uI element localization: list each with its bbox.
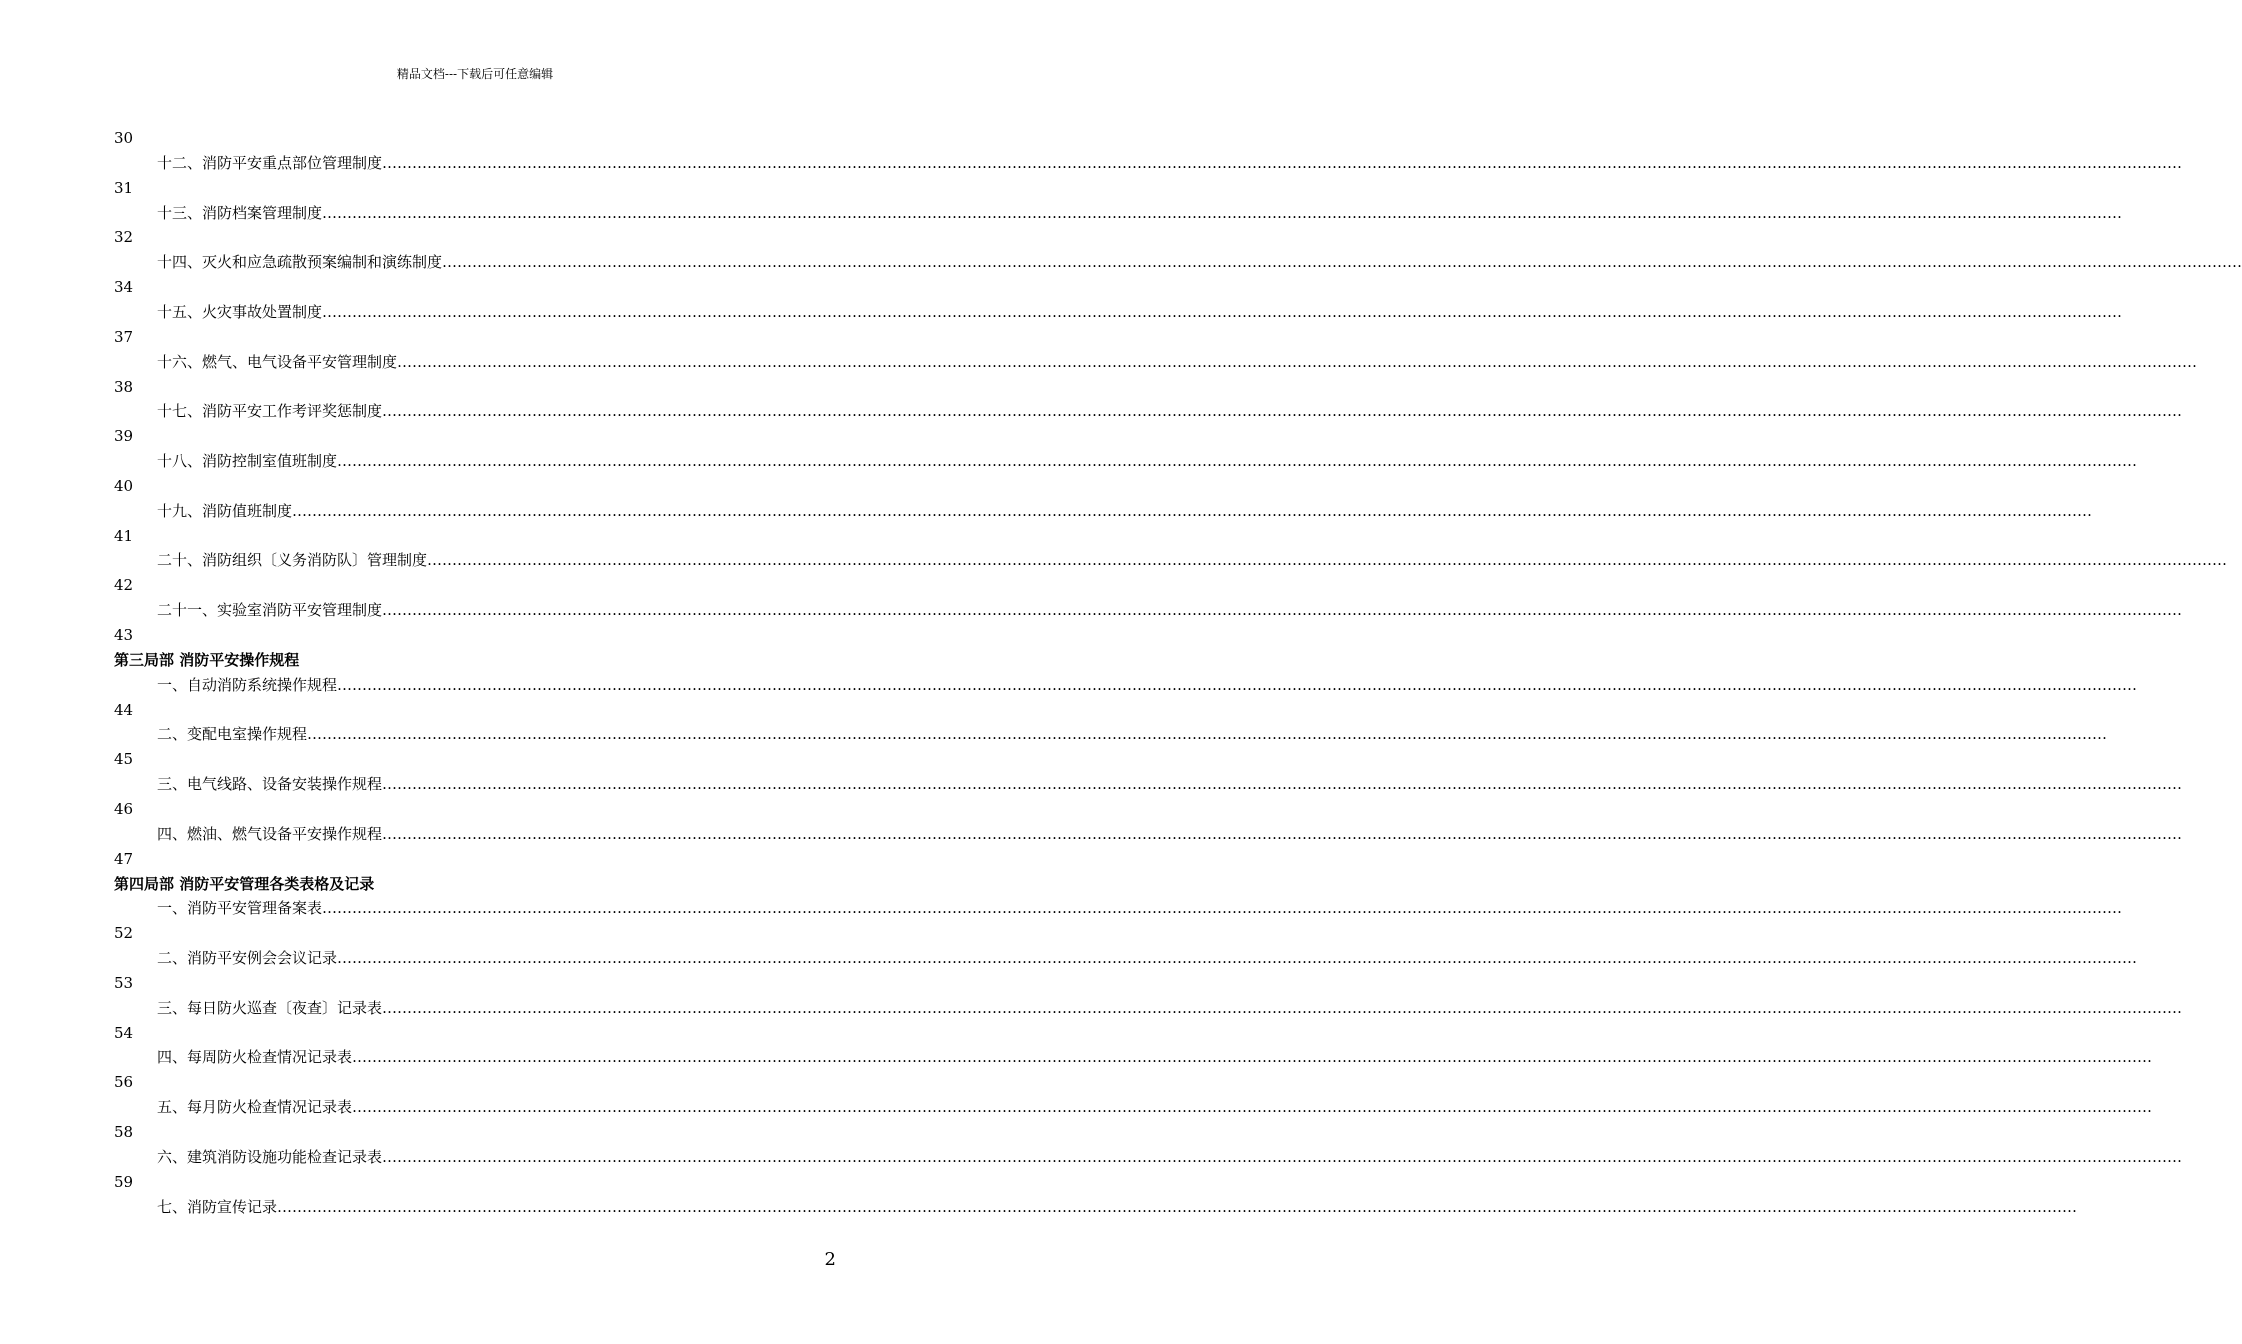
toc-dot-leader: ……………………………………………………………………………………………………………………………………………………………………………………………………………………………………………………………………………………………………………………………… [382,825,2183,843]
toc-entry [157,451,2138,471]
toc-page-number: 38 [114,378,134,396]
toc-page-number: 46 [114,800,134,818]
toc-entry [157,824,2183,844]
toc-entry-label: 十七、消防平安工作考评奖惩制度 [157,402,383,420]
toc-page-number: 34 [114,278,134,296]
toc-page-number: 32 [114,228,134,246]
toc-dot-leader: ……………………………………………………………………………………………………………………………………………………………………………………………………………………………………………………………………………………………………………………………… [337,949,2138,967]
toc-dot-leader: ……………………………………………………………………………………………………………………………………………………………………………………………………………………………………………………………………………………………………………………………… [382,402,2183,420]
toc-page-number: 39 [114,427,134,445]
toc-dot-leader: ……………………………………………………………………………………………………………………………………………………………………………………………………………………………………………………………………………………………………………………………… [352,1098,2153,1116]
toc-entry [157,252,2242,272]
toc-entry [157,550,2228,570]
toc-dot-leader: ……………………………………………………………………………………………………………………………………………………………………………………………………………………………………………………………………………………………………………………………… [382,999,2183,1017]
toc-dot-leader: ……………………………………………………………………………………………………………………………………………………………………………………………………………………………………………………………………………………………………………………………… [382,1148,2183,1166]
toc-page-number: 44 [114,701,134,719]
toc-page-number: 41 [114,527,134,545]
toc-entry-label: 三、电气线路、设备安装操作规程 [157,775,383,793]
toc-page-number: 47 [114,850,134,868]
toc-page-number: 30 [114,129,134,147]
toc-entry [157,302,2123,322]
toc-page-number: 37 [114,328,134,346]
toc-page-number: 58 [114,1123,134,1141]
toc-dot-leader: ……………………………………………………………………………………………………………………………………………………………………………………………………………………………………………………………………………………………………………………………… [322,303,2123,321]
toc-entry-label: 三、每日防火巡查〔夜查〕记录表 [157,999,383,1017]
toc-entry-label: 十二、消防平安重点部位管理制度 [157,154,383,172]
toc-entry [157,352,2198,372]
toc-dot-leader: ……………………………………………………………………………………………………………………………………………………………………………………………………………………………………………………………………………………………………………………………… [382,601,2183,619]
toc-dot-leader: ……………………………………………………………………………………………………………………………………………………………………………………………………………………………………………………………………………………………………………………………… [382,775,2183,793]
toc-entry [157,501,2093,521]
toc-entry [157,1197,2078,1217]
toc-entry-label: 七、消防宣传记录 [157,1198,278,1216]
toc-dot-leader: ……………………………………………………………………………………………………………………………………………………………………………………………………………………………………………………………………………………………………………………………… [397,353,2198,371]
toc-dot-leader: ……………………………………………………………………………………………………………………………………………………………………………………………………………………………………………………………………………………………………………………………… [307,725,2108,743]
toc-entry [157,600,2183,620]
toc-entry-label: 六、建筑消防设施功能检查记录表 [157,1148,383,1166]
toc-part-heading: 第四局部 消防平安管理各类表格及记录 [114,875,375,893]
toc-entry-label: 十五、火灾事故处置制度 [157,303,323,321]
toc-entry [157,401,2183,421]
toc-entry [157,1097,2153,1117]
toc-dot-leader: ……………………………………………………………………………………………………………………………………………………………………………………………………………………………………………………………………………………………………………………………… [427,551,2228,569]
toc-entry-label: 四、每周防火检查情况记录表 [157,1048,353,1066]
toc-entry [157,724,2108,744]
toc-page-number: 42 [114,576,134,594]
toc-dot-leader: ……………………………………………………………………………………………………………………………………………………………………………………………………………………………………………………………………………………………………………………………… [337,676,2138,694]
toc-dot-leader: ……………………………………………………………………………………………………………………………………………………………………………………………………………………………………………………………………………………………………………………………… [322,204,2123,222]
toc-dot-leader: ……………………………………………………………………………………………………………………………………………………………………………………………………………………………………………………………………………………………………………………………… [337,452,2138,470]
toc-dot-leader: ……………………………………………………………………………………………………………………………………………………………………………………………………………………………………………………………………………………………………………………………… [322,899,2123,917]
toc-entry [157,203,2123,223]
toc-entry-label: 二、变配电室操作规程 [157,725,308,743]
toc-dot-leader: ……………………………………………………………………………………………………………………………………………………………………………………………………………………………………………………………………………………………………………………………… [292,502,2093,520]
toc-page-number: 40 [114,477,134,495]
toc-entry-label: 十六、燃气、电气设备平安管理制度 [157,353,398,371]
toc-page-number: 52 [114,924,134,942]
toc-entry-label: 二十、消防组织〔义务消防队〕管理制度 [157,551,428,569]
toc-page-number: 45 [114,750,134,768]
page-number: 2 [824,1249,836,1270]
toc-entry-label: 五、每月防火检查情况记录表 [157,1098,353,1116]
toc-entry-label: 十九、消防值班制度 [157,502,293,520]
toc-entry-label: 一、自动消防系统操作规程 [157,676,338,694]
toc-page-number: 53 [114,974,134,992]
toc-part-heading: 第三局部 消防平安操作规程 [114,651,300,669]
toc-entry [157,948,2138,968]
toc-entry [157,1147,2183,1167]
toc-entry [157,1047,2153,1067]
toc-page-number: 54 [114,1024,134,1042]
toc-entry [157,898,2123,918]
toc-entry-label: 十八、消防控制室值班制度 [157,452,338,470]
toc-dot-leader: ……………………………………………………………………………………………………………………………………………………………………………………………………………………………………………………………………………………………………………………………… [382,154,2183,172]
toc-page-number: 59 [114,1173,134,1191]
toc-entry [157,153,2183,173]
toc-entry [157,675,2138,695]
toc-dot-leader: ……………………………………………………………………………………………………………………………………………………………………………………………………………………………………………………………………………………………………………………………… [442,253,2242,271]
toc-dot-leader: ……………………………………………………………………………………………………………………………………………………………………………………………………………………………………………………………………………………………………………………………… [277,1198,2078,1216]
toc-entry-label: 十三、消防档案管理制度 [157,204,323,222]
toc-entry [157,774,2183,794]
toc-entry-label: 二十一、实验室消防平安管理制度 [157,601,383,619]
toc-entry-label: 十四、灭火和应急疏散预案编制和演练制度 [157,253,443,271]
toc-entry [157,998,2183,1018]
toc-entry-label: 二、消防平安例会会议记录 [157,949,338,967]
toc-page-number: 43 [114,626,134,644]
toc-entry-label: 四、燃油、燃气设备平安操作规程 [157,825,383,843]
toc-entry-label: 一、消防平安管理备案表 [157,899,323,917]
toc-page-number: 31 [114,179,134,197]
toc-page-number: 56 [114,1073,134,1091]
page-header: 精品文档---下载后可任意编辑 [396,67,554,81]
toc-dot-leader: ……………………………………………………………………………………………………………………………………………………………………………………………………………………………………………………………………………………………………………………………… [352,1048,2153,1066]
